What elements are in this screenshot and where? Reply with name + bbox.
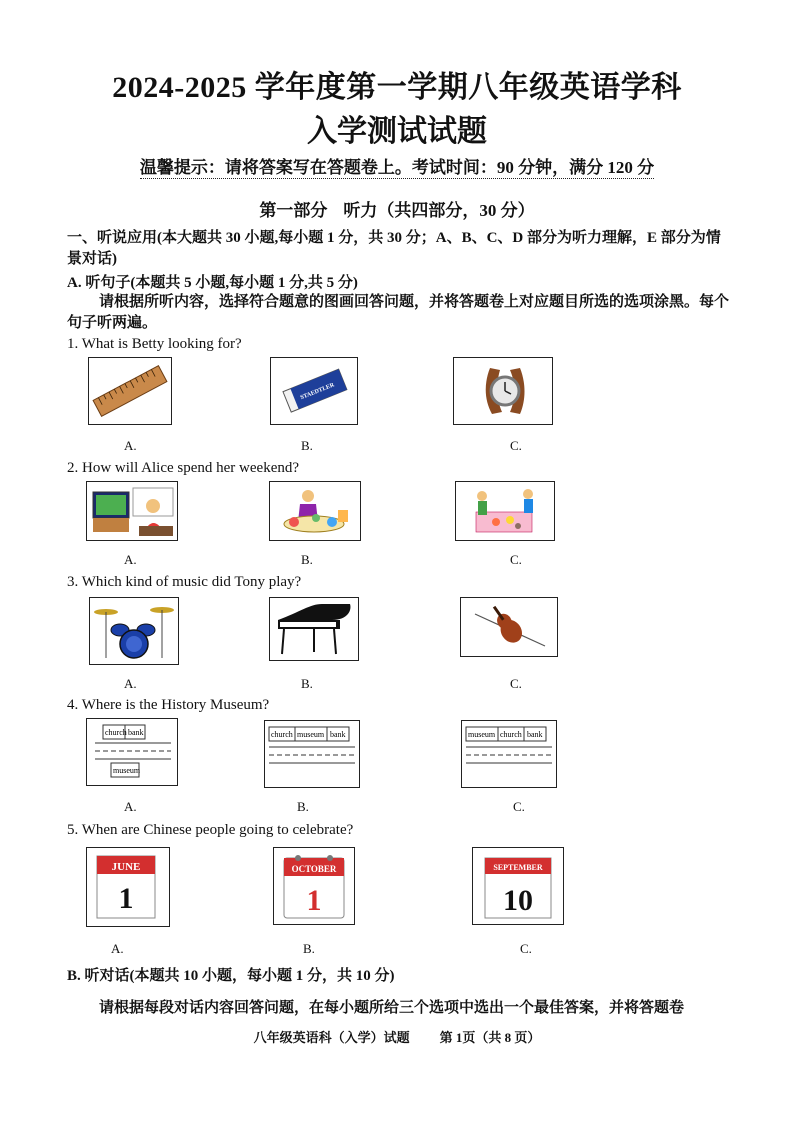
section-heading: 一、听说应用(本大题共 30 小题,每小题 1 分，共 30 分；A、B、C、D 部分为听力理解，E 部分为情景对话) [67,230,721,267]
map-b-bank: bank [330,730,346,739]
calendar-c-month: SEPTEMBER [493,863,543,872]
part-subject: 听力（共四部分，30 分） [343,201,535,220]
question-4: 4. Where is the History Museum? [67,697,270,713]
notice [0,153,794,178]
part-name: 第一部分 [259,201,328,220]
eraser-brand: STAEDTLER [299,382,336,402]
map-c-church: church [500,730,522,739]
q2-option-b: B. [301,552,313,567]
eraser-image [270,357,358,425]
ruler-image [88,357,172,425]
section-b-heading: B. 听对话(本题共 10 小题，每小题 1 分，共 10 分) [67,968,395,984]
calendar-june-image [86,847,170,927]
q1-option-c: C. [510,438,522,453]
notice-text: 温馨提示：请将答案写在答题卷上。考试时间：90 分钟，满分 120 分 [139,158,655,177]
map-b-church: church [271,730,293,739]
section-b-instruction: 请根据每段对话内容回答问题，在每小题所给三个选项中选出一个最佳答案，并将答题卷 [99,1000,685,1016]
question-1: 1. What is Betty looking for? [67,336,242,352]
q5-option-a: A. [111,941,124,956]
piano-image [269,597,359,661]
map-a-church: church [105,728,127,737]
section-a-heading: A. 听句子(本题共 5 小题,每小题 1 分,共 5 分) [67,275,358,291]
cooking-image [269,481,361,541]
q3-option-a: A. [124,676,137,691]
page-footer [0,1027,794,1046]
footer-page: 第 1页（共 8 页） [439,1030,541,1045]
watching-tv-image [86,481,178,541]
calendar-september-image [472,847,564,925]
q1-option-a: A. [124,438,137,453]
picnic-image [455,481,555,541]
map-b-image [264,720,360,788]
map-c-image [461,720,557,788]
exam-subtitle: 入学测试试题 [307,115,487,148]
map-c-bank: bank [527,730,543,739]
q3-option-b: B. [301,676,313,691]
calendar-a-day: 1 [118,882,134,915]
map-a-image [86,718,178,786]
calendar-b-day: 1 [306,884,322,917]
calendar-c-day: 10 [503,884,533,917]
exam-title: 2024-2025 学年度第一学期八年级英语学科 [112,71,682,104]
map-c-museum: museum [468,730,496,739]
calendar-october-image [273,847,355,925]
violin-image [460,597,558,657]
watch-image [453,357,553,425]
calendar-a-month: JUNE [111,861,141,873]
q4-option-a: A. [124,799,137,814]
q4-option-c: C. [513,799,525,814]
map-a-museum: museum [113,766,141,775]
drums-image [89,597,179,665]
q1-option-b: B. [301,438,313,453]
footer-subject: 八年级英语科（入学）试题 [253,1030,410,1045]
question-2: 2. How will Alice spend her weekend? [67,460,300,476]
section-a-instruction: 请根据所听内容，选择符合题意的图画回答问题，并将答题卷上对应题目所选的选项涂黑。每个句子听两遍。 [67,294,730,331]
map-a-bank: bank [128,728,144,737]
part-heading [0,196,794,221]
calendar-b-month: OCTOBER [291,864,337,874]
q2-option-a: A. [124,552,137,567]
map-b-museum: museum [297,730,325,739]
q5-option-c: C. [520,941,532,956]
q5-option-b: B. [303,941,315,956]
question-5: 5. When are Chinese people going to celebrate? [67,822,354,838]
q3-option-c: C. [510,676,522,691]
question-3: 3. Which kind of music did Tony play? [67,574,302,590]
q4-option-b: B. [297,799,309,814]
q2-option-c: C. [510,552,522,567]
